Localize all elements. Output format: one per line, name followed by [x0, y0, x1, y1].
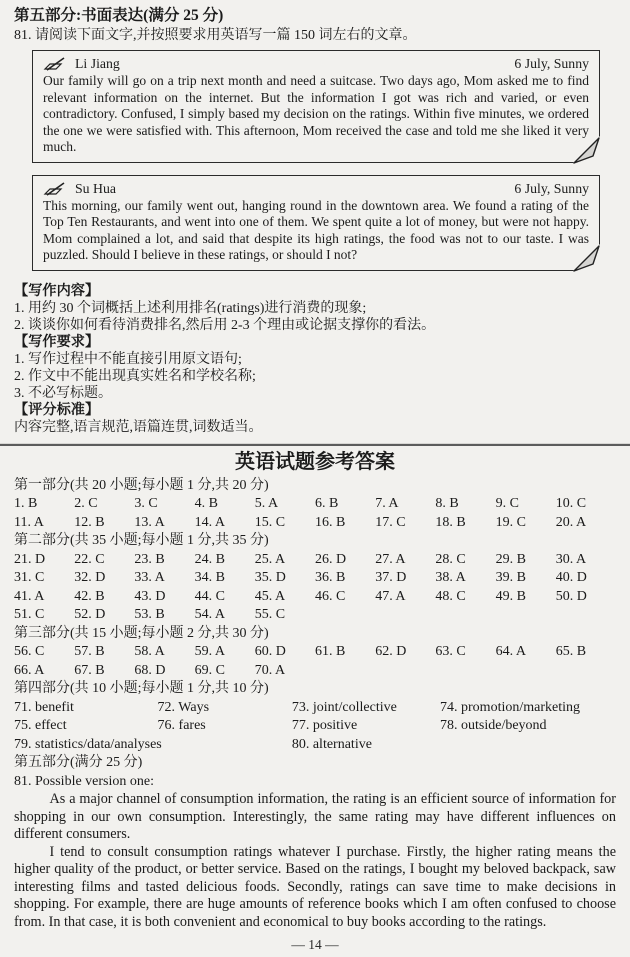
writing-content-heading: 【写作内容】: [14, 282, 100, 299]
answer-item: 14. A: [194, 514, 225, 530]
answer-item: 25. A: [254, 551, 286, 567]
answer-item: 27. A: [375, 551, 406, 567]
answer-item: 77. positive: [291, 718, 358, 733]
part1-header: 第一部分(共 20 小题;每小题 1 分,共 20 分): [14, 477, 269, 493]
scoring-text: 内容完整,语言规范,语篇连贯,词数适当。: [14, 419, 263, 435]
answer-item: 4. B: [194, 496, 218, 511]
section-five-title: 第五部分:书面表达(满分 25 分): [14, 7, 224, 24]
pen-writing-icon: [43, 181, 67, 197]
answer-item: 67. B: [74, 662, 105, 678]
answer-item: 70. A: [254, 662, 286, 678]
page-number: — 14 —: [291, 937, 339, 952]
list-item: 1. 用约 30 个词概括上述利用排名(ratings)进行消费的现象;: [14, 300, 367, 316]
answer-item: 62. D: [375, 644, 407, 659]
part2-answers: [14, 551, 616, 625]
answer-item: 71. benefit: [14, 699, 74, 715]
exam-page: [14, 6, 616, 953]
answer-item: 78. outside/beyond: [440, 718, 547, 733]
list-item: 3. 不必写标题。: [14, 385, 112, 401]
answer-item: 34. B: [194, 570, 225, 585]
answer-item: 75. effect: [14, 718, 67, 733]
list-item: 1. 写作过程中不能直接引用原文语句;: [14, 351, 242, 367]
answer-item: 64. A: [495, 644, 526, 659]
answer-item: 7. A: [375, 496, 399, 511]
answer-item: 42. B: [74, 588, 105, 604]
writing-requirements-list: [14, 351, 616, 402]
part5-header: 第五部分(满分 25 分): [14, 755, 143, 770]
answer-item: 21. D: [14, 551, 46, 567]
section-divider: [0, 443, 630, 446]
answer-item: 61. B: [315, 644, 346, 659]
essay-paragraph: As a major channel of consumption information, the rating is an efficient source of information for shopping in our own consumption. Interestingly, the same rating may have different influences on different consumers.: [14, 791, 616, 842]
essay-paragraph: I tend to consult consumption ratings whatever I purchase. Firstly, the higher rating means the higher quality of the product, or better service. Based on the ratings, I bought my beloved backpack, saw interesting films and tasted delicious foods. Secondly, ratings can save time to make decisions in shopping. For example, there are huge amounts of reference books which I am often confused to choose from. In that case, it is both convenient and economical to buy books according to the ratings.: [14, 843, 616, 930]
part2-header: 第二部分(共 35 小题;每小题 1 分,共 35 分): [14, 533, 269, 548]
part4-header: 第四部分(共 10 小题;每小题 1 分,共 10 分): [14, 681, 269, 696]
part1-answers: [14, 495, 616, 532]
answer-item: 73. joint/collective: [291, 699, 397, 715]
answer-item: 56. C: [14, 644, 45, 659]
answer-item: 2. C: [74, 496, 98, 511]
answer-item: 33. A: [134, 570, 165, 585]
list-item: 2. 作文中不能出现真实姓名和学校名称;: [14, 368, 256, 384]
answer-item: 6. B: [315, 496, 339, 511]
answer-item: 68. D: [134, 662, 166, 678]
answer-item: 65. B: [555, 644, 587, 659]
answer-item: 39. B: [495, 570, 526, 585]
sample-essay: [14, 791, 616, 931]
answer-item: 11. A: [14, 514, 44, 530]
part3-answers: [14, 643, 616, 680]
diary-date: 6 July, Sunny: [514, 56, 589, 71]
answer-item: 18. B: [435, 514, 466, 530]
writing-requirements-heading: 【写作要求】: [14, 333, 100, 350]
diary-text: Our family will go on a trip next month and need a suitcase. Two days ago, Mom asked me to find relevant information on the internet. But the information I got was rich and varied, or even contradictory. Confused, I simply based my decision on the ratings. Within five minutes, we ordered the one we were satisfied with. This afternoon, Mom received the case and told me she liked it very much.: [43, 73, 589, 154]
answer-item: 59. A: [194, 644, 225, 659]
part3-header: 第三部分(共 15 小题;每小题 2 分,共 30 分): [14, 625, 269, 641]
answer-item: 26. D: [315, 551, 347, 567]
answer-item: 80. alternative: [291, 736, 372, 752]
scoring-heading: 【评分标准】: [14, 401, 100, 418]
diary-header: [43, 55, 589, 73]
answer-item: 24. B: [194, 551, 225, 567]
answer-item: 38. A: [435, 570, 466, 585]
answer-item: 49. B: [495, 588, 526, 604]
question-81-instruction: 81. 请阅读下面文字,并按照要求用英语写一篇 150 词左右的文章。: [14, 28, 417, 43]
answer-item: 9. C: [495, 496, 519, 511]
diary-text: This morning, our family went out, hanging round in the downtown area. We found a rating of the Top Ten Restaurants, and went into one of them. We spent quite a lot of money, but were not happy. Mom complained a lot, and said that despite its high ratings, the food was not to our taste. I was puzzled. Should I believe in these ratings, or should I not?: [43, 197, 589, 262]
answer-item: 30. A: [555, 551, 587, 567]
possible-version-label: 81. Possible version one:: [14, 773, 154, 789]
answer-item: 28. C: [435, 551, 466, 567]
answer-item: 31. C: [14, 570, 45, 585]
answer-item: 74. promotion/marketing: [440, 699, 580, 715]
answer-item: 3. C: [134, 496, 158, 511]
answer-item: 51. C: [14, 607, 45, 622]
answer-item: 29. B: [495, 551, 526, 567]
diary-author: Su Hua: [75, 180, 117, 196]
answer-item: 23. B: [134, 551, 165, 567]
answer-item: 32. D: [74, 570, 106, 585]
answer-item: 79. statistics/data/analyses: [14, 736, 162, 752]
diary-note: [32, 50, 600, 163]
answer-item: 16. B: [315, 514, 346, 530]
page-fold-corner-icon: [571, 134, 601, 164]
answer-item: 52. D: [74, 607, 106, 622]
writing-content-list: [14, 300, 616, 334]
answer-item: 47. A: [375, 588, 406, 604]
answer-item: 5. A: [254, 496, 279, 511]
answer-item: 58. A: [134, 644, 165, 659]
answer-item: 41. A: [14, 588, 45, 604]
answer-item: 1. B: [14, 496, 38, 511]
answer-item: 57. B: [74, 644, 105, 659]
list-item: 2. 谈谈你如何看待消费排名,然后用 2-3 个理由或论据支撑你的看法。: [14, 317, 436, 333]
answer-item: 22. C: [74, 551, 105, 567]
answer-item: 63. C: [435, 644, 466, 659]
answer-item: 43. D: [134, 588, 166, 604]
page-fold-corner-icon: [571, 242, 601, 272]
answer-item: 50. D: [555, 588, 587, 604]
answer-item: 17. C: [375, 514, 406, 530]
answer-item: 40. D: [555, 570, 587, 585]
answer-item: 76. fares: [157, 718, 206, 733]
answer-item: 72. Ways: [157, 699, 210, 715]
diary-note: [32, 175, 600, 271]
diary-list: [14, 50, 616, 271]
answer-item: 20. A: [555, 514, 587, 530]
answer-item: 35. D: [254, 570, 286, 585]
answer-item: 19. C: [495, 514, 526, 530]
answer-item: 37. D: [375, 570, 407, 585]
answer-item: 69. C: [194, 662, 225, 678]
answer-item: 8. B: [435, 496, 459, 511]
answer-item: 45. A: [254, 588, 286, 604]
pen-writing-icon: [43, 56, 67, 72]
answer-item: 10. C: [555, 496, 587, 511]
answer-item: 48. C: [435, 588, 466, 604]
answer-item: 60. D: [254, 644, 286, 659]
answer-item: 53. B: [134, 607, 165, 622]
diary-author: Li Jiang: [75, 56, 120, 71]
answer-item: 54. A: [194, 607, 225, 622]
answer-item: 44. C: [194, 588, 225, 604]
answer-item: 55. C: [254, 607, 286, 622]
answer-item: 66. A: [14, 662, 45, 678]
answer-item: 12. B: [74, 514, 105, 530]
diary-header: [43, 180, 589, 198]
diary-date: 6 July, Sunny: [514, 180, 589, 196]
answer-item: 36. B: [315, 570, 346, 585]
answer-item: 13. A: [134, 514, 165, 530]
answer-key-title: 英语试题参考答案: [235, 450, 395, 473]
part4-answers: [14, 699, 616, 755]
answer-item: 15. C: [254, 514, 286, 530]
answer-item: 46. C: [315, 588, 346, 604]
